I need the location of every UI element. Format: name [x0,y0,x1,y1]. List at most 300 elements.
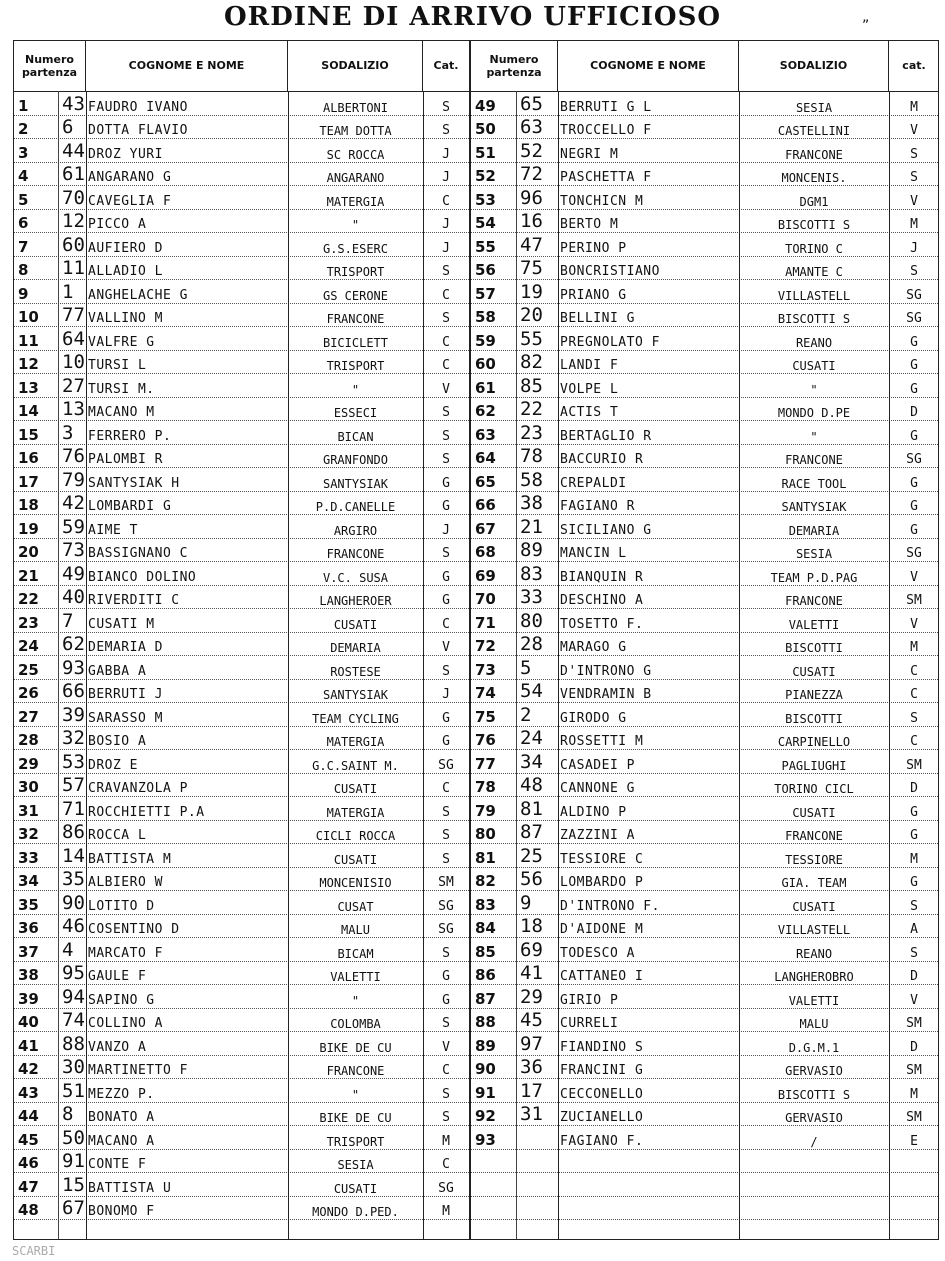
rider-name: BATTISTA U [88,1180,172,1196]
bib-number: 8 [62,1103,74,1125]
category: S [442,428,450,444]
bib-number: 63 [520,116,543,138]
position-number: 40 [18,1013,39,1031]
bib-number: 78 [520,445,543,467]
header-cat: cat. [902,59,926,73]
bib-number: 10 [62,351,85,373]
header-nome: COGNOME E NOME [558,41,739,91]
category: M [910,851,918,867]
category: C [442,1157,450,1172]
club-name: GERVASIO [785,1064,843,1078]
position-number: 62 [475,402,496,420]
table-row [14,538,469,563]
header-numero: Numero partenza [471,41,558,91]
rider-name: FRANCINI G [560,1063,644,1078]
bib-number: 60 [62,233,85,256]
rider-name: BONCRISTIANO [560,264,660,279]
position-number: 17 [18,472,39,491]
rider-name: MANCIN L [560,546,627,561]
bib-number: 66 [62,680,85,702]
table-row [14,115,469,140]
table-row [471,914,938,939]
position-number: 45 [18,1130,39,1149]
table-row [14,984,469,1009]
rider-name: SANTYSIAK H [88,475,180,491]
rider-name: MARCATO F [88,945,163,961]
table-row [471,491,938,516]
club-name: V.C. SUSA [322,570,389,585]
bib-number: 4 [62,938,74,961]
table-row [471,585,938,610]
position-number: 49 [475,96,496,115]
club-name: CARPINELLO [777,735,851,749]
bib-number: 22 [520,398,543,420]
header-numero: Numero partenza [14,41,86,91]
rider-name: LANDI F [560,358,619,373]
bib-number: 5 [520,656,532,679]
position-number: 9 [18,284,29,303]
rider-name: AIME T [88,522,138,538]
bib-number: 90 [62,891,85,914]
rider-name: BONOMO F [88,1204,155,1219]
rider-name: BERTAGLIO R [560,428,652,444]
table-row [471,1102,938,1127]
club-name: " [351,382,360,397]
club-name: LANGHEROER [319,594,392,608]
category: G [442,992,450,1008]
position-number: 81 [475,848,496,867]
table-row [14,655,469,680]
bib-number: 31 [520,1103,543,1125]
rider-name: DOTTA FLAVIO [88,123,188,138]
rider-name [558,1196,739,1220]
position-number: 57 [475,284,496,303]
position-number: 47 [18,1177,39,1196]
divider [516,91,517,1239]
position-number: 71 [475,613,496,632]
club-name: ALBERTONI [322,100,389,115]
club-name: G.C.SAINT M. [312,758,399,773]
position-number: 64 [475,449,496,467]
rider-name: D'INTRONO F. [560,898,660,914]
bib-number: 96 [520,186,543,209]
position-number [471,1149,516,1173]
bib-number: 73 [62,539,85,561]
category: V [910,569,918,585]
bib-number: 67 [62,1197,85,1219]
bib-number: 80 [520,609,543,632]
club-name: CUSAT [337,899,374,914]
position-number: 68 [475,543,496,561]
club-name: BISCOTTI S [777,312,851,326]
table-row [14,796,469,821]
category: S [442,123,450,138]
table-row [471,91,938,116]
position-number: 50 [475,120,496,138]
club-name: BIKE DE CU [319,1040,392,1055]
position-number: 14 [18,402,39,420]
club-name: BICAM [337,946,374,961]
table-row [471,162,938,187]
rider-name: TURSI M. [88,381,155,397]
bib-number: 38 [520,492,543,514]
club-name: ROSTESE [330,664,381,679]
bib-number: 50 [62,1126,85,1149]
rider-name: VALLINO M [88,311,163,326]
bib-number [516,1149,558,1173]
table-row [14,138,469,163]
category: G [442,969,450,984]
bib-number [516,1125,558,1149]
club-name: BIKE DE CU [319,1111,392,1125]
club-name: / [810,1134,818,1149]
bib-number: 48 [520,774,543,796]
rider-name: ZAZZINI A [560,828,635,843]
position-number: 70 [475,590,496,608]
category: S [442,405,450,420]
rider-name: VOLPE L [560,381,619,397]
header-sodalizio: SODALIZIO [739,41,889,91]
bib-number: 35 [62,868,85,890]
table-row [14,420,469,445]
club-name: COLOMBA [330,1017,381,1031]
position-number: 92 [475,1107,496,1125]
category: SM [906,757,922,773]
rider-name: GIRIO P [560,992,619,1008]
table-row [471,726,938,751]
position-number: 74 [475,684,496,702]
table-row [14,162,469,187]
rider-name: FAGIANO R [560,499,635,514]
position-number: 28 [18,731,39,749]
position-number: 51 [475,143,496,162]
rider-name: BACCURIO R [560,452,644,467]
table-row [471,303,938,328]
category: M [442,1204,450,1219]
club-name [739,1149,889,1173]
category: G [910,828,918,843]
table-row [471,1196,938,1221]
rider-name: COLLINO A [88,1016,163,1031]
bib-number: 16 [520,210,543,232]
position-number: 35 [18,895,39,914]
position-number: 36 [18,919,39,937]
position-number: 33 [18,848,39,867]
corner-mark: ” [862,18,870,34]
category: S [910,146,918,162]
table-row [471,890,938,915]
rider-name: SARASSO M [88,710,163,726]
category [889,1149,939,1173]
bib-number: 9 [520,891,532,914]
club-name: MALU [341,923,370,937]
table-row [14,561,469,586]
table-row [14,1055,469,1080]
rider-name: CONTE F [88,1157,147,1172]
club-name: SANTYSIAK [781,500,847,514]
bib-number: 24 [520,727,543,749]
table-row [471,444,938,469]
bib-number: 12 [62,210,85,232]
table-row [14,890,469,915]
position-number: 13 [18,378,39,397]
divider [423,91,424,1239]
position-number: 31 [18,801,39,820]
bib-number: 87 [520,821,543,843]
category: G [910,499,918,514]
bib-number: 51 [62,1079,85,1102]
club-name: TRISPORT [326,1134,385,1149]
table-row [471,326,938,351]
club-name: MATERGIA [326,735,385,749]
category: D [910,781,918,796]
table-row [14,843,469,868]
table-row [14,397,469,422]
bib-number: 61 [62,163,85,185]
category: SM [906,1063,922,1078]
position-number: 63 [475,425,496,444]
club-name: CASTELLINI [777,124,851,138]
rider-name: MARTINETTO F [88,1063,188,1078]
club-name: SC ROCCA [326,147,385,162]
category: G [910,804,918,820]
club-name: LANGHEROBRO [774,970,854,984]
table-row [471,984,938,1009]
divider [86,91,87,1239]
club-name [739,1196,889,1220]
position-number: 67 [475,519,496,538]
position-number: 26 [18,684,39,702]
position-number: 48 [18,1201,39,1219]
table-row [14,491,469,516]
rider-name: VALFRE G [88,334,155,350]
category: V [910,193,918,209]
club-name: FRANCONE [326,312,385,326]
rider-name: ROSSETTI M [560,734,644,749]
position-number: 18 [18,496,39,514]
club-name: CUSATI [792,805,836,820]
divider [889,91,890,1239]
club-name: GIA. TEAM [781,876,847,890]
position-number: 73 [475,660,496,679]
category: G [910,428,918,444]
category: S [442,452,450,467]
club-name: TEAM DOTTA [319,124,392,138]
rider-name: CUSATI M [88,616,155,632]
position-number: 10 [18,308,39,326]
position-number: 60 [475,355,496,373]
bib-number: 23 [520,421,543,444]
bib-number: 33 [520,586,543,608]
club-name: BISCOTTI S [777,218,851,232]
rider-name: AUFIERO D [88,240,163,256]
club-name: FRANCONE [785,829,843,843]
club-name: VALETTI [788,617,840,632]
category: C [910,734,918,749]
table-row [471,514,938,539]
rider-name: TOSETTO F. [560,616,644,632]
position-number: 25 [18,660,39,679]
table-row [14,279,469,304]
table-row [471,679,938,704]
table-row [471,608,938,633]
rider-name: DEMARIA D [88,640,163,655]
bib-number: 86 [62,821,85,843]
right-header [471,41,938,92]
rider-name: SICILIANO G [560,522,652,538]
rider-name: TURSI L [88,358,147,373]
bib-number: 20 [520,304,543,326]
club-name: VALETTI [788,993,840,1008]
rider-name: LOMBARDI G [88,499,172,514]
table-row [14,1008,469,1033]
category: M [442,1133,450,1149]
bib-number: 13 [62,398,85,420]
bib-number: 69 [520,938,543,961]
position-number: 11 [18,331,39,350]
rider-name: CRAVANZOLA P [88,781,188,796]
category: A [910,922,918,937]
position-number [471,1196,516,1220]
table-row [471,773,938,798]
bib-number: 47 [520,233,543,256]
category: SG [438,898,454,914]
position-number: 72 [475,637,496,655]
bib-number: 29 [520,985,543,1008]
right-table [471,41,938,1239]
table-row [14,373,469,398]
club-name: MATERGIA [326,194,385,209]
rider-name: PREGNOLATO F [560,334,660,350]
category: S [442,851,450,867]
rider-name: DROZ E [88,757,138,773]
position-number: 23 [18,613,39,632]
position-number: 6 [18,214,29,232]
position-number: 90 [475,1060,496,1078]
club-name: MONCENIS. [781,171,847,185]
bib-number: 39 [62,703,85,726]
table-row [14,1196,469,1221]
club-name: BISCOTTI [785,641,843,655]
club-name: MATERGIA [326,805,385,820]
rider-name: BONATO A [88,1110,155,1125]
table-row [471,373,938,398]
footer-note: SCARBI [12,1244,56,1258]
position-number: 21 [18,566,39,585]
category [889,1172,939,1196]
position-number: 27 [18,707,39,726]
club-name: TORINO CICL [774,782,854,796]
category: C [910,663,918,679]
table-row [14,1125,469,1150]
table-row [14,256,469,281]
category: SG [906,546,922,561]
table-row [471,209,938,234]
rider-name: VANZO A [88,1039,147,1055]
bib-number: 19 [520,280,543,303]
bib-number: 1 [62,280,74,303]
bib-number: 81 [520,797,543,820]
table-row [14,91,469,116]
table-row [14,467,469,492]
bib-number: 7 [62,609,74,632]
category: S [442,1086,450,1102]
rider-name: CATTANEO I [560,969,644,984]
bib-number: 2 [520,703,532,726]
rider-name: CASADEI P [560,757,635,773]
rider-name: TONCHICN M [560,193,644,209]
rider-name: PALOMBI R [88,452,163,467]
category: S [442,945,450,961]
position-number: 43 [18,1083,39,1102]
rider-name: FAGIANO F. [560,1133,644,1149]
bib-number: 89 [520,539,543,561]
bib-number: 43 [62,92,85,115]
bib-number: 55 [520,327,543,350]
position-number: 78 [475,778,496,796]
bib-number: 15 [62,1173,85,1196]
club-name: FRANCONE [326,547,385,561]
position-number: 77 [475,754,496,773]
bib-number: 70 [62,186,85,209]
position-number: 76 [475,731,496,749]
table-row [471,632,938,657]
table-row [471,1149,938,1174]
bib-number: 25 [520,844,543,867]
category: S [910,710,918,726]
bib-number: 44 [62,139,85,162]
rider-name: D'INTRONO G [560,663,652,679]
bib-number: 79 [62,468,85,491]
rider-name: PASCHETTA F [560,170,652,185]
table-row [14,350,469,375]
rider-name: CREPALDI [560,475,627,491]
club-name: DEMARIA [330,641,381,655]
club-name: REANO [795,335,833,350]
table-row [471,185,938,210]
category: C [442,616,450,632]
position-number: 55 [475,237,496,256]
category: G [910,475,918,491]
category: C [442,193,450,209]
category: G [442,593,450,608]
club-name: FRANCONE [785,594,843,608]
category: C [442,1063,450,1078]
bib-number: 57 [62,774,85,796]
bib-number: 42 [62,492,85,514]
rider-name: MACANO M [88,405,155,420]
club-name: VILLASTELL [777,288,851,303]
rider-name: GIRODO G [560,710,627,726]
header-nome: COGNOME E NOME [86,41,288,91]
divider [558,91,559,1239]
rider-name: ANGARANO G [88,170,172,185]
position-number [471,1172,516,1196]
rider-name: NEGRI M [560,146,619,162]
category: C [442,358,450,373]
position-number: 8 [18,261,29,279]
club-name: BICAN [337,429,374,444]
table-row [471,420,938,445]
club-name: ANGARANO [326,171,385,185]
position-number: 37 [18,942,39,961]
table-row [14,1031,469,1056]
table-row [471,467,938,492]
category: M [910,99,918,115]
category: G [910,358,918,373]
bib-number: 21 [520,515,543,538]
table-row [14,1172,469,1197]
